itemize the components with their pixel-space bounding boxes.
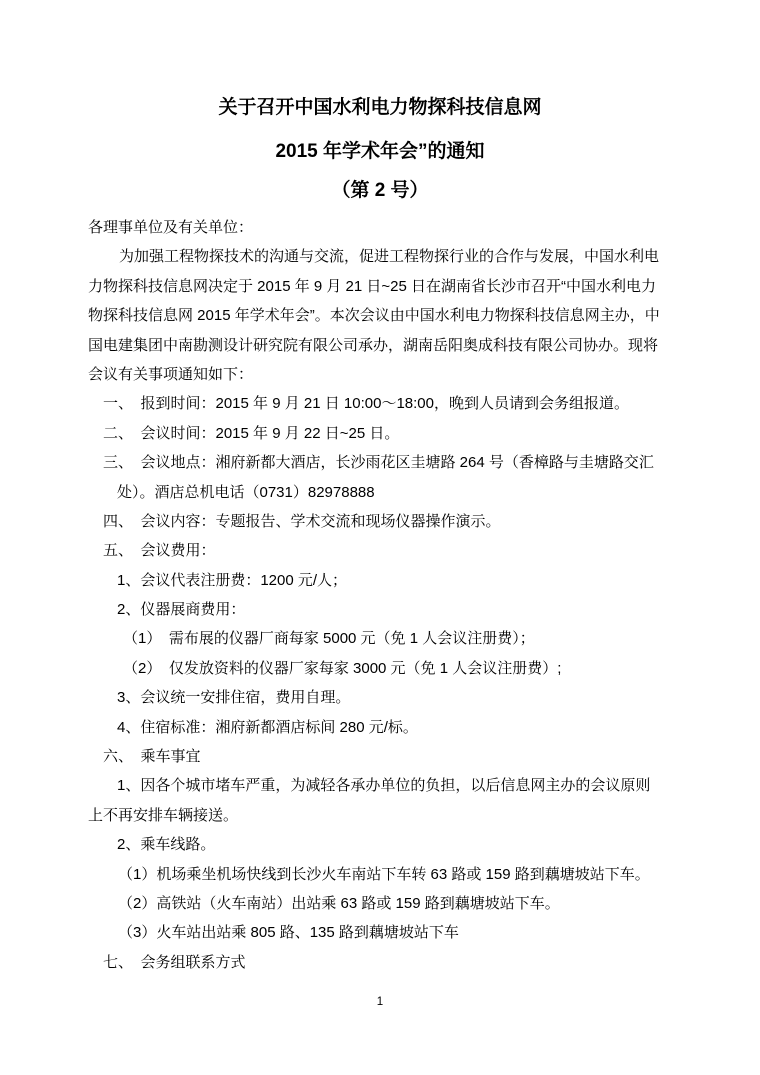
fee-item-1-registration: 1、会议代表注册费：1200 元/人； xyxy=(117,571,348,589)
route-2-high-speed-rail: （2）高铁站（火车南站）出站乘 63 路或 159 路到藕塘坡站下车。 xyxy=(118,894,560,912)
item-7-contact-heading: 七、 会务组联系方式 xyxy=(103,953,246,971)
item-4-meeting-content: 四、 会议内容：专题报告、学术交流和现场仪器操作演示。 xyxy=(103,512,501,530)
fee-item-2-exhibitor: 2、仪器展商费用： xyxy=(117,601,246,619)
item-2-meeting-time: 二、 会议时间：2015 年 9 月 22 日~25 日。 xyxy=(103,424,400,442)
item-3-venue-line-1: 三、 会议地点：湘府新都大酒店，长沙雨花区圭塘路 264 号（香樟路与圭塘路交汇 xyxy=(103,454,654,472)
page-number: 1 xyxy=(376,996,384,1008)
fee-item-2-sub-1: （1） 需布展的仪器厂商每家 5000 元（免 1 人会议注册费）； xyxy=(123,630,535,648)
item-3-venue-line-2: 处）。酒店总机电话（0731）82978888 xyxy=(117,483,375,501)
document-body xyxy=(88,213,672,977)
intro-paragraph-line-3: 物探科技信息网 2015 年学术年会”。本次会议由中国水利电力物探科技信息网主办，中 xyxy=(88,307,660,325)
document-title-line-3: （第 2 号） xyxy=(331,180,429,201)
transport-routes-heading: 2、乘车线路。 xyxy=(117,836,216,854)
document-content xyxy=(88,0,672,977)
fee-item-2-sub-2: （2） 仅发放资料的仪器厂家每家 3000 元（免 1 人会议注册费）; xyxy=(123,659,562,677)
item-6-transport-heading: 六、 乘车事宜 xyxy=(103,748,201,766)
route-1-airport: （1）机场乘坐机场快线到长沙火车南站下车转 63 路或 159 路到藕塘坡站下车。 xyxy=(118,865,650,883)
route-3-train-station: （3）火车站出站乘 805 路、135 路到藕塘坡站下车 xyxy=(118,924,459,942)
document-title-line-2: 2015 年学术年会”的通知 xyxy=(275,141,485,162)
intro-paragraph-line-1: 为加强工程物探技术的沟通与交流，促进工程物探行业的合作与发展，中国水利电 xyxy=(119,248,660,266)
intro-paragraph-line-4: 国电建集团中南勘测设计研究院有限公司承办，湖南岳阳奥成科技有限公司协办。现将 xyxy=(88,336,659,354)
item-1-report-time: 一、 报到时间：2015 年 9 月 21 日 10:00～18:00，晚到人员请到会务组报道。 xyxy=(103,395,629,413)
document-title xyxy=(88,96,672,203)
fee-item-3-lodging: 3、会议统一安排住宿，费用自理。 xyxy=(117,689,351,707)
salutation-line: 各理事单位及有关单位： xyxy=(88,219,254,236)
transport-note-line-1: 1、因各个城市堵车严重，为减轻各承办单位的负担，以后信息网主办的会议原则 xyxy=(117,777,651,795)
document-title-line-1: 关于召开中国水利电力物探科技信息网 xyxy=(218,97,542,118)
fee-item-4-room-rate: 4、住宿标准：湘府新都酒店标间 280 元/标。 xyxy=(117,718,418,736)
intro-paragraph-line-2: 力物探科技信息网决定于 2015 年 9 月 21 日~25 日在湖南省长沙市召开“中国水利电力 xyxy=(88,277,657,295)
transport-note-line-2: 上不再安排车辆接送。 xyxy=(88,806,239,824)
item-5-fees-heading: 五、 会议费用： xyxy=(103,542,216,560)
intro-paragraph-line-5: 会议有关事项通知如下： xyxy=(88,365,254,383)
